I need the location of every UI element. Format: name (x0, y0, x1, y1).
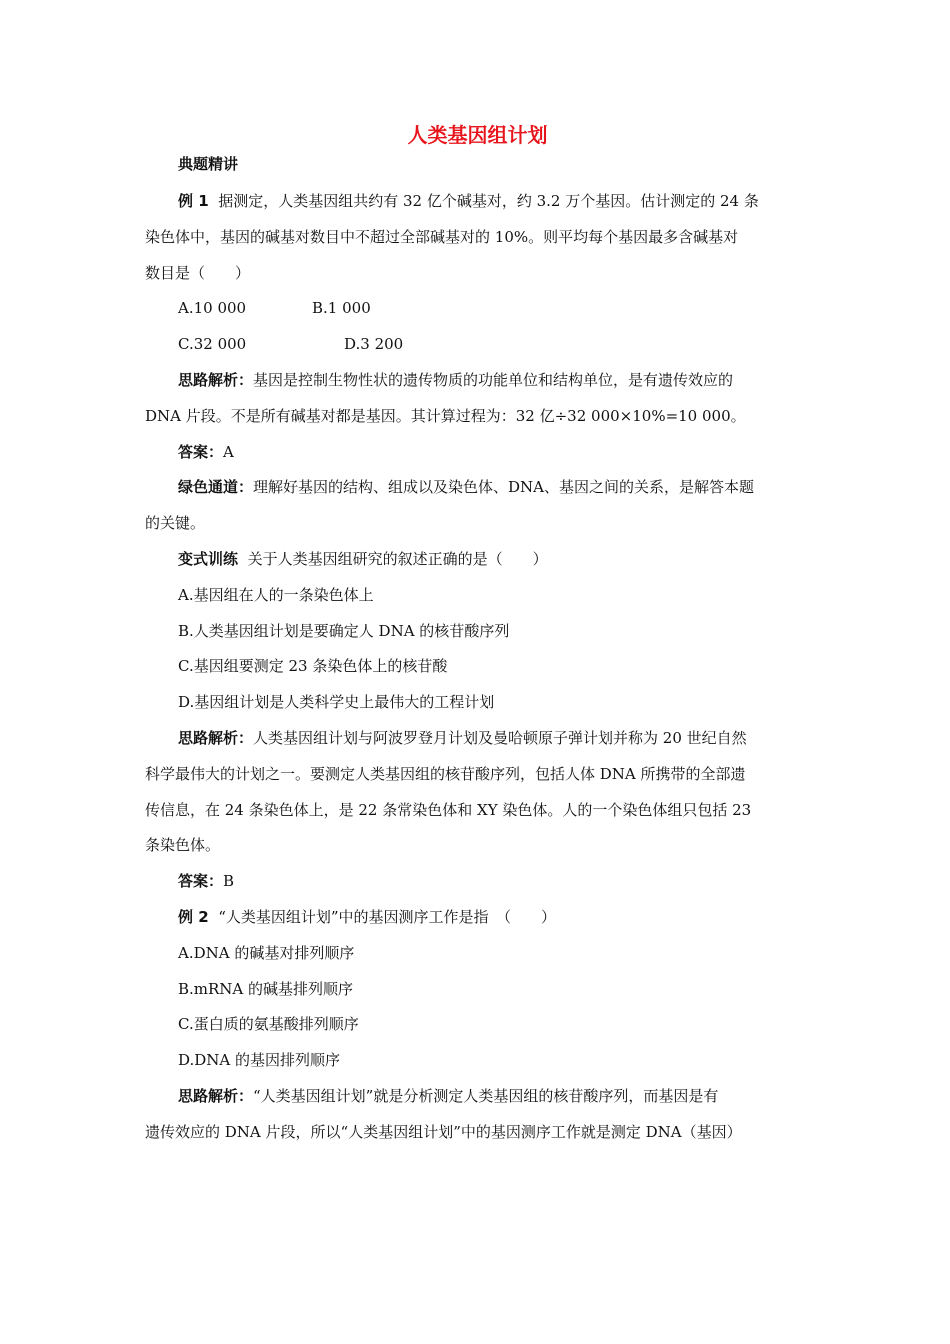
ex1-option-a: A.10 000 (178, 299, 247, 318)
ex1-text-1: 据测定，人类基因组共约有 32 亿个碱基对，约 3.2 万个基因。估计测定的 24 条 (218, 192, 759, 210)
var1-question-text: 关于人类基因组研究的叙述正确的是（ ） (247, 549, 548, 568)
var1-analysis-line-3: 传信息，在 24 条染色体上，是 22 条常染色体和 XY 染色体。人的一个染色体组只包括 23 (145, 800, 752, 819)
ex2-analysis-text-1: “人类基因组计划”就是分析测定人类基因组的核苷酸序列，而基因是有 (253, 1086, 719, 1105)
ex1-answer-label: 答案： (178, 442, 224, 461)
ex1-green-text-1: 理解好基因的结构、组成以及染色体、DNA、基因之间的关系，是解答本题 (253, 478, 755, 497)
var1-option-d: D.基因组计划是人类科学史上最伟大的工程计划 (178, 693, 495, 712)
ex1-line-1 (145, 184, 810, 220)
ex1-line-3: 数目是（ ） (145, 263, 251, 282)
ex1-line-2: 染色体中，基因的碱基对数目中不超过全部碱基对的 10%。则平均每个基因最多含碱基对 (145, 227, 739, 246)
ex2-analysis-label: 思路解析： (178, 1086, 254, 1105)
ex2-label: 例 2 (178, 907, 209, 926)
section-heading: 典题精讲 (178, 155, 239, 173)
var1-option-a: A.基因组在人的一条染色体上 (178, 585, 374, 604)
var1-analysis-line-1 (145, 721, 810, 757)
ex1-answer-value: A (223, 442, 234, 461)
ex1-analysis-line-2: DNA 片段。不是所有碱基对都是基因。其计算过程为：32 亿÷32 000×10%=10 000。 (145, 406, 746, 425)
var1-analysis-label: 思路解析： (178, 728, 254, 747)
var1-analysis-text-1: 人类基因组计划与阿波罗登月计划及曼哈顿原子弹计划并称为 20 世纪自然 (253, 728, 747, 747)
var1-answer-value: B (223, 872, 235, 891)
ex1-green-label: 绿色通道： (178, 478, 254, 497)
var1-question (145, 542, 810, 578)
ex2-option-b: B.mRNA 的碱基排列顺序 (178, 979, 354, 998)
var1-option-b: B.人类基因组计划是要确定人 DNA 的核苷酸序列 (178, 621, 510, 640)
document-content (145, 118, 810, 1151)
ex1-green-line-2: 的关键。 (145, 514, 206, 533)
ex2-question-text: “人类基因组计划”中的基因测序工作是指 （ ） (218, 907, 557, 926)
ex1-green-line-1 (145, 470, 810, 506)
var1-option-c: C.基因组要测定 23 条染色体上的核苷酸 (178, 657, 448, 676)
ex1-analysis-text-1: 基因是控制生物性状的遗传物质的功能单位和结构单位，是有遗传效应的 (253, 370, 734, 389)
var1-label: 变式训练 (178, 549, 239, 568)
ex1-options-cd (145, 327, 810, 363)
ex2-question (145, 900, 810, 936)
var1-answer-label: 答案： (178, 872, 224, 891)
ex2-option-c: C.蛋白质的氨基酸排列顺序 (178, 1015, 359, 1034)
ex1-option-d: D.3 200 (344, 335, 404, 354)
ex2-analysis-line-1 (145, 1079, 810, 1115)
ex2-option-a: A.DNA 的碱基对排列顺序 (178, 943, 355, 962)
ex1-label: 例 1 (178, 192, 209, 210)
ex2-analysis-line-2: 遗传效应的 DNA 片段，所以“人类基因组计划”中的基因测序工作就是测定 DNA（基因） (145, 1122, 742, 1141)
ex1-answer (145, 435, 810, 471)
page-title: 人类基因组计划 (407, 123, 548, 147)
ex1-option-b: B.1 000 (312, 299, 371, 318)
ex1-analysis-line-1 (145, 363, 810, 399)
var1-analysis-line-4: 条染色体。 (145, 836, 221, 855)
ex1-options-ab (145, 291, 810, 327)
var1-analysis-line-2: 科学最伟大的计划之一。要测定人类基因组的核苷酸序列，包括人体 DNA 所携带的全部遗 (145, 764, 746, 783)
ex1-analysis-label: 思路解析： (178, 370, 254, 389)
var1-answer (145, 864, 810, 900)
ex1-option-c: C.32 000 (178, 335, 247, 354)
ex2-option-d: D.DNA 的基因排列顺序 (178, 1051, 341, 1070)
